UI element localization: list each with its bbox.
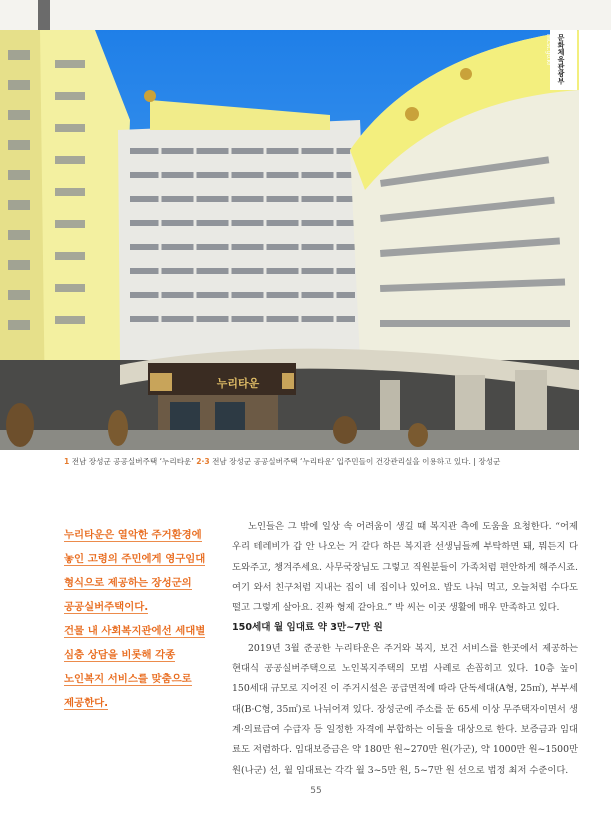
caption-number-1: 1 [64,457,70,466]
page-number: 55 [310,786,322,796]
pull-quote-line: 형식으로 제공하는 장성군의 [64,577,192,589]
section-subheading: 150세대 월 임대료 약 3만~7만 원 [232,622,383,634]
pull-quote-line: 놓인 고령의 주민에게 영구임대 [64,553,206,565]
pull-quote-line: 건물 내 사회복지관에선 세대별 [64,625,206,637]
body-paragraph: 2019년 3월 준공한 누리타운은 주거와 복지, 보건 서비스를 한곳에서 제공하는 현대식 공공실버주택으로 노인복지주택의 모범 사례로 손꼽히고 있다. 10층 높이 150세대 규모로 지어진 이 주거시설은 공급면적에 따라 단독세대(A형, 25㎡), 부부세대(B·C형, 35㎡)로 나뉘어져 있다. 장성군에 주소를 둔 65세 이상 무주택자이면서 생계·의료급여 수급자 등 일정한 자격에 부합하는 이들을 대상으로 한다. 보증금과 임대료도 저렴하다. 임대보증금은 약 180만 원~270만 원(가군), 약 1000만 원~1500만 원(나군) 선, 월 임대료는 각각 월 3~5만 원, 5~7만 원 선으로 법정 최저 수준이다. [232,642,578,776]
caption-number-2: 2·3 [196,457,210,466]
caption-text-1: 전남 장성군 공공실버주택 ‘누리타운’ [69,457,197,466]
pull-quote-line: 제공한다. [64,697,109,709]
ministry-url: mcst.go.kr [545,34,552,66]
pull-quote-line: 누리타운은 열악한 주거환경에 [64,529,202,541]
body-paragraph: 노인들은 그 밖에 일상 속 어려움이 생길 때 복지관 측에 도움을 요청한다. “어제 우리 테레비가 갑 안 나오는 거 같다 하믄 복지관 선생님들께 부탁하면 돼, 뭐든지 다 도와주고, 챙겨주세요. 사무국장님도 그렇고 직원분들이 가족처럼 편안하게 해주시죠. 여기 와서 친구처럼 지내는 집이 네 집이나 있어요. 밥도 나눠 먹고, 오늘처럼 수다도 떨고 그렇게 살아요. 진짜 형제 같아요.” 박 씨는 이곳 생활에 매우 만족하고 있다. [232,521,578,614]
pull-quote-line: 심층 상담을 비롯해 각종 [64,649,176,661]
caption-text-2: 전남 장성군 공공실버주택 ‘누리타운’ 입주민들이 건강관리실을 이용하고 있다. | 장성군 [209,457,501,466]
ministry-label: 문화체육관광부 [557,34,565,85]
section-tab-mark [38,0,50,30]
building-photo [0,30,579,450]
article-body [232,517,578,781]
top-band [0,0,611,30]
pull-quote [64,523,214,715]
photo-caption [64,456,574,467]
pull-quote-line: 노인복지 서비스를 맞춤으로 [64,673,192,685]
entrance-sign: 누리타운 [216,377,260,390]
pull-quote-line: 공공실버주택이다. [64,601,149,613]
